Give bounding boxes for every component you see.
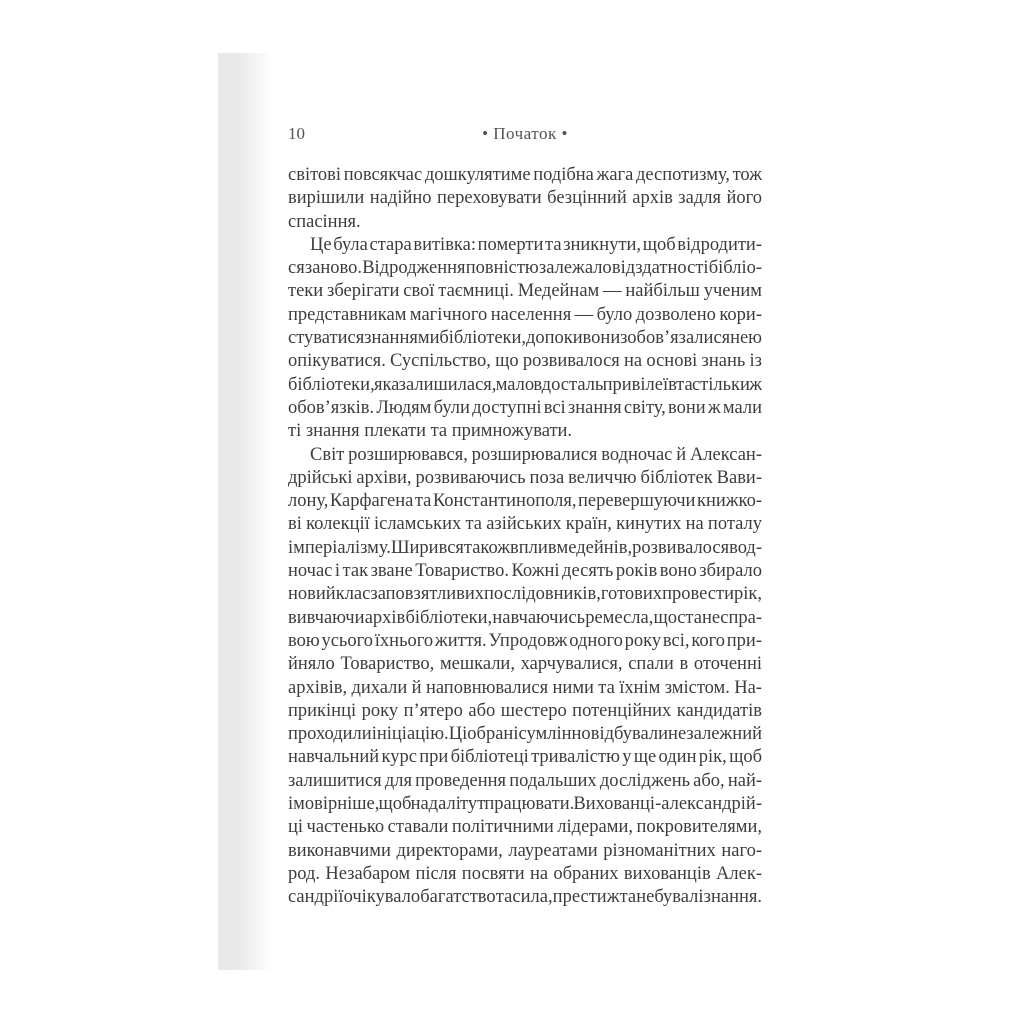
text-line: вирішили надійно переховувати безцінний архів задля його <box>288 188 762 209</box>
text-line: прикінці року п’ятеро або шестеро потенційних кандидатів <box>288 700 762 721</box>
text-line: спасіння. <box>288 211 361 232</box>
text-line: навчальний курс при бібліотеці тривалістю у ще один рік, щоб <box>288 747 762 768</box>
text-line: новий клас заповзятливих послідовників, готових провести рік, <box>288 584 762 605</box>
text-line: обов’язків. Людям були доступні всі знання світу, вони ж мали <box>288 397 762 418</box>
text-line: імперіалізму. Ширився також вплив медейнів, розвивалося вод- <box>288 537 762 558</box>
text-line: вивчаючи архів бібліотеки, навчаючись ремесла, що стане спра- <box>288 607 762 628</box>
text-line: род. Незабаром після посвяти на обраних вихованців Алек- <box>288 863 762 884</box>
text-line: лону, Карфагена та Константинополя, перевершуючи книжко- <box>288 491 762 512</box>
text-line: сандрії очікувало багатство та сила, престиж та небувалі знання. <box>288 887 762 908</box>
chapter-header: • Початок • <box>482 124 568 143</box>
page-text <box>288 164 762 910</box>
page-number: 10 <box>288 124 305 143</box>
text-line: теки зберігати свої таємниці. Медейнам — найбільш ученим <box>288 281 762 302</box>
text-line: вою усього їхнього життя. Упродовж одного року всі, кого при- <box>288 630 762 651</box>
text-line: Це була стара витівка: померти та зникнути, щоб відродити- <box>310 234 762 255</box>
text-line: виконавчими директорами, лауреатами різноманітних наго- <box>288 840 762 861</box>
text-line: дрійські архіви, розвиваючись поза величчю бібліотек Вави- <box>288 467 762 488</box>
text-line: проходили ініціацію. Ці обрані сумлінно відбували незалежний <box>288 724 762 745</box>
text-line: ві колекції ісламських та азійських країн, кинутих на поталу <box>288 514 762 535</box>
text-line: стуватися знаннями бібліотеки, допоки вони зобов’язалися нею <box>288 328 762 349</box>
text-line: бібліотеки, яка залишилася, мало вдосталь привілеїв та стільки ж <box>288 374 762 395</box>
text-line: представникам магічного населення — було дозволено кори- <box>288 304 762 325</box>
running-header <box>288 123 762 145</box>
text-line: залишитися для проведення подальших досліджень або, най- <box>288 770 762 791</box>
text-line: архівів, дихали й наповнювалися ними та їхнім змістом. На- <box>288 677 762 698</box>
text-line: світові повсякчас дошкулятиме подібна жага деспотизму, тож <box>288 165 762 185</box>
text-line: Світ розширювався, розширювалися водночас й Алексан- <box>310 444 762 465</box>
page-spine-shadow <box>218 53 272 970</box>
text-line: ті знання плекати та примножувати. <box>288 421 573 442</box>
text-line: йняло Товариство, мешкали, харчувалися, спали в оточенні <box>288 654 762 675</box>
text-line: ці частенько ставали політичними лідерами, покровителями, <box>288 817 762 838</box>
text-line: ся заново. Відродження повністю залежало від здатності бібліо- <box>288 258 762 279</box>
text-line: опікуватися. Суспільство, що розвивалося на основі знань із <box>288 351 762 372</box>
text-line: імовірніше, щоб надалі тут працювати. Вихованці-александрій- <box>288 794 762 815</box>
text-line: ночас і так зване Товариство. Кожні десять років воно збирало <box>288 561 762 582</box>
